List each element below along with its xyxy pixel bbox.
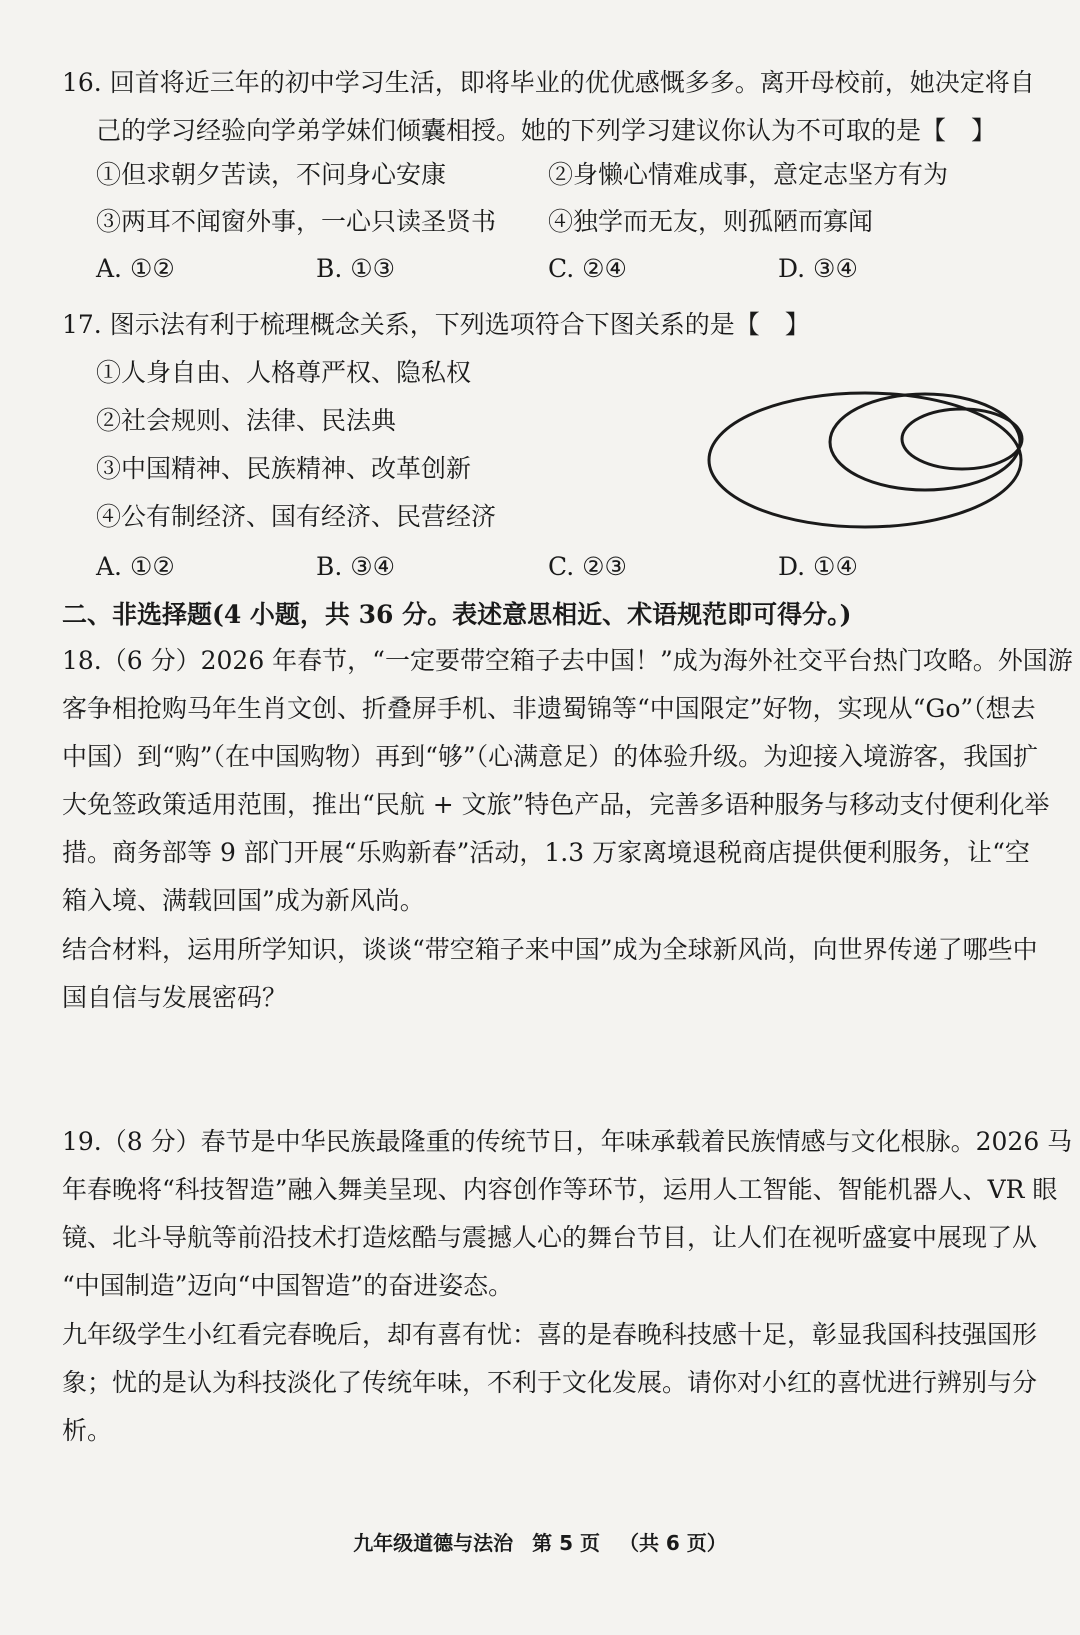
q18-question-line2: 国自信与发展密码？ — [62, 983, 288, 1012]
q16-stem-line1: 16. 回首将近三年的初中学习生活，即将毕业的优优感慨多多。离开母校前，她决定将自 — [62, 68, 1035, 97]
q19-material-line1: 19.（8 分）春节是中华民族最隆重的传统节日，年味承载着民族情感与文化根脉。2026 马 — [62, 1127, 1073, 1156]
q16-item-4: ④独学而无友，则孤陋而寡闻 — [548, 207, 874, 236]
q16-stem-line2: 己的学习经验向学弟学妹们倾囊相授。她的下列学习建议你认为不可取的是【 】 — [96, 116, 997, 145]
footer-subject: 九年级道德与法治 — [353, 1531, 514, 1555]
footer-total-pages: （共 6 页） — [618, 1531, 727, 1555]
q19-question-line1: 九年级学生小红看完春晚后，却有喜有忧：喜的是春晚科技感十足，彰显我国科技强国形 — [62, 1320, 1038, 1349]
q18-question-line1: 结合材料，运用所学知识，谈谈“带空箱子来中国”成为全球新风尚，向世界传递了哪些中 — [62, 935, 1038, 964]
section-2-heading: 二、非选择题(4 小题，共 36 分。表述意思相近、术语规范即可得分。) — [62, 600, 852, 629]
q16-choice-b: B. ①③ — [316, 254, 396, 283]
q17-item-2: ②社会规则、法律、民法典 — [96, 406, 397, 435]
middle-ellipse — [830, 394, 1020, 490]
q19-material-line2: 年春晚将“科技智造”融入舞美呈现、内容创作等环节，运用人工智能、智能机器人、VR 眼 — [62, 1175, 1058, 1204]
q17-item-4: ④公有制经济、国有经济、民营经济 — [96, 502, 497, 531]
q18-material-line5: 措。商务部等 9 部门开展“乐购新春”活动，1.3 万家离境退税商店提供便利服务，让“空 — [62, 838, 1030, 867]
q19-material-line3: 镜、北斗导航等前沿技术打造炫酷与震撼人心的舞台节目，让人们在视听盛宴中展现了从 — [62, 1223, 1038, 1252]
q16-choice-c: C. ②④ — [548, 254, 627, 283]
inner-ellipse — [902, 409, 1022, 469]
footer-page-number: 第 5 页 — [532, 1531, 600, 1555]
q16-item-2: ②身懒心情难成事，意定志坚方有为 — [548, 160, 949, 189]
q17-choice-b: B. ③④ — [316, 552, 396, 581]
q16-item-3: ③两耳不闻窗外事，一心只读圣贤书 — [96, 207, 497, 236]
page-footer — [0, 1527, 1080, 1556]
nested-ellipses-diagram — [700, 385, 1030, 535]
q16-item-1: ①但求朝夕苦读，不问身心安康 — [96, 160, 447, 189]
q18-material-line3: 中国）到“购”（在中国购物）再到“够”（心满意足）的体验升级。为迎接入境游客，我国扩 — [62, 742, 1039, 771]
q17-item-1: ①人身自由、人格尊严权、隐私权 — [96, 358, 472, 387]
q18-material-line4: 大免签政策适用范围，推出“民航 + 文旅”特色产品，完善多语种服务与移动支付便利化举 — [62, 790, 1050, 819]
q19-material-line4: “中国制造”迈向“中国智造”的奋进姿态。 — [62, 1271, 514, 1300]
q16-choice-d: D. ③④ — [778, 254, 858, 283]
q17-choice-d: D. ①④ — [778, 552, 858, 581]
q18-material-line6: 箱入境、满载回国”成为新风尚。 — [62, 886, 425, 915]
q17-choice-a: A. ①② — [96, 552, 175, 581]
q17-stem: 17. 图示法有利于梳理概念关系，下列选项符合下图关系的是【 】 — [62, 310, 810, 339]
q19-question-line2: 象；忧的是认为科技淡化了传统年味，不利于文化发展。请你对小红的喜忧进行辨别与分 — [62, 1368, 1038, 1397]
q17-choice-c: C. ②③ — [548, 552, 627, 581]
q18-material-line1: 18.（6 分）2026 年春节，“一定要带空箱子去中国！”成为海外社交平台热门攻略。外国游 — [62, 646, 1073, 675]
q18-material-line2: 客争相抢购马年生肖文创、折叠屏手机、非遗蜀锦等“中国限定”好物，实现从“Go”（想去 — [62, 694, 1036, 723]
outer-ellipse — [709, 393, 1021, 527]
q19-question-line3: 析。 — [62, 1416, 113, 1445]
q17-item-3: ③中国精神、民族精神、改革创新 — [96, 454, 472, 483]
q16-choice-a: A. ①② — [96, 254, 175, 283]
